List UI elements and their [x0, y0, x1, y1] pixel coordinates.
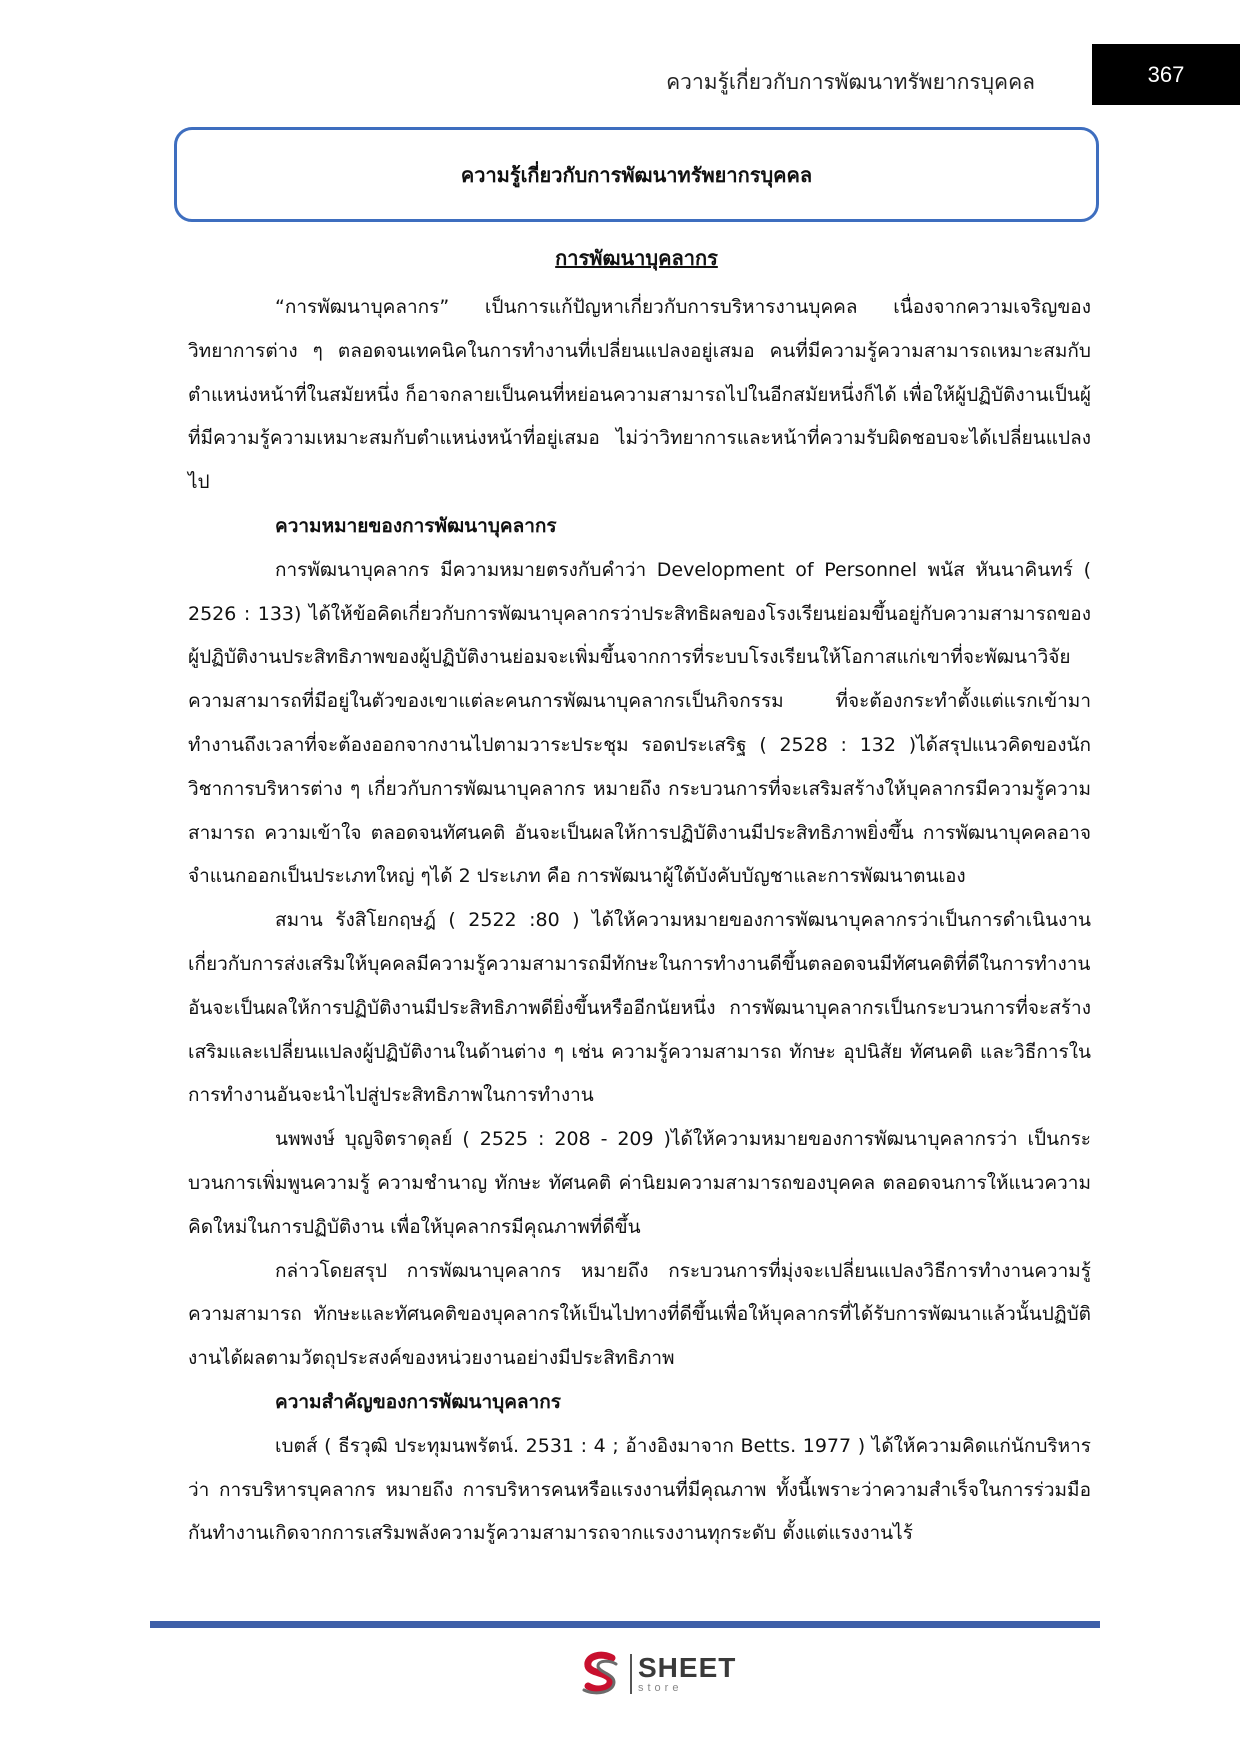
- logo-wordmark: [638, 1654, 736, 1694]
- logo-subtext: store: [638, 1682, 683, 1694]
- sheet-store-logo: [574, 1648, 736, 1700]
- logo-text: SHEET: [638, 1652, 737, 1683]
- paragraph: การพัฒนาบุคลากร มีความหมายตรงกับคำว่า Development of Personnel พนัส หันนาคินทร์ ( 2526 : 133) ได้ให้ข้อคิดเกี่ยวกับการพัฒนาบุคลากรว่าประสิทธิผลของโรงเรียนย่อมขึ้นอยู่กับความสามารถของผู้ปฏิบัติงานประสิทธิภาพของผู้ปฏิบัติงานย่อมจะเพิ่มขึ้นจากการที่ระบบโรงเรียนให้โอกาสแก่เขาที่จะพัฒนาวิจัยความสามารถที่มีอยู่ในตัวของเขาแต่ละคนการพัฒนาบุคลากรเป็นกิจกรรม ที่จะต้องกระทำตั้งแต่แรกเข้ามาทำงานถึงเวลาที่จะต้องออกจากงานไปตามวาระประชุม รอดประเสริฐ ( 2528 : 132 )ได้สรุปแนวคิดของนักวิชาการบริหารต่าง ๆ เกี่ยวกับการพัฒนาบุคลากร หมายถึง กระบวนการที่จะเสริมสร้างให้บุคลากรมีความรู้ความสามารถ ความเข้าใจ ตลอดจนทัศนคติ อันจะเป็นผลให้การปฏิบัติงานมีประสิทธิภาพยิ่งขึ้น การพัฒนาบุคคลอาจจำแนกออกเป็นประเภทใหญ่ ๆได้ 2 ประเภท คือ การพัฒนาผู้ใต้บังคับบัญชาและการพัฒนาตนเอง: [188, 558, 1091, 888]
- sheet-logo-icon: [574, 1648, 626, 1700]
- paragraph: นพพงษ์ บุญจิตราดุลย์ ( 2525 : 208 - 209 )ได้ให้ความหมายของการพัฒนาบุคลากรว่า เป็นกระบวนการเพิ่มพูนความรู้ ความชำนาญ ทักษะ ทัศนคติ ค่านิยมความสามารถของบุคคล ตลอดจนการให้แนวความคิดใหม่ในการปฏิบัติงาน เพื่อให้บุคลากรมีคุณภาพที่ดีขึ้น: [188, 1128, 1091, 1238]
- paragraph: “การพัฒนาบุคลากร” เป็นการแก้ปัญหาเกี่ยวกับการบริหารงานบุคคล เนื่องจากความเจริญของวิทยาการต่าง ๆ ตลอดจนเทคนิคในการทำงานที่เปลี่ยนแปลงอยู่เสมอ คนที่มีความรู้ความสามารถเหมาะสมกับตำแหน่งหน้าที่ในสมัยหนึ่ง ก็อาจกลายเป็นคนที่หย่อนความสามารถไปในอีกสมัยหนึ่งก็ได้ เพื่อให้ผู้ปฏิบัติงานเป็นผู้ที่มีความรู้ความเหมาะสมกับตำแหน่งหน้าที่อยู่เสมอ ไม่ว่าวิทยาการและหน้าที่ความรับผิดชอบจะได้เปลี่ยนแปลงไป: [188, 296, 1091, 494]
- logo-divider: [630, 1654, 632, 1694]
- running-header-title: ความรู้เกี่ยวกับการพัฒนาทรัพยากรบุคคล: [666, 70, 1035, 94]
- body-content: [188, 286, 1091, 1556]
- subheading-importance: ความสำคัญของการพัฒนาบุคลากร: [275, 1390, 561, 1413]
- page-number: 367: [1092, 44, 1240, 105]
- paragraph: เบตส์ ( ธีรวุฒิ ประทุมนพรัตน์. 2531 : 4 ; อ้างอิงมาจาก Betts. 1977 ) ได้ให้ความคิดแก่นักบริหารว่า การบริหารบุคลากร หมายถึง การบริหารคนหรือแรงงานที่มีคุณภาพ ทั้งนี้เพราะว่าความสำเร็จในการร่วมมือกันทำงานเกิดจากการเสริมพลังความรู้ความสามารถจากแรงงานทุกระดับ ตั้งแต่แรงงานไร้: [188, 1434, 1091, 1545]
- section-title: การพัฒนาบุคลากร: [555, 246, 718, 270]
- subheading-meaning: ความหมายของการพัฒนาบุคลากร: [275, 514, 557, 537]
- chapter-title-box: [174, 127, 1099, 222]
- footer-rule: [150, 1621, 1100, 1628]
- chapter-title: ความรู้เกี่ยวกับการพัฒนาทรัพยากรบุคคล: [460, 162, 813, 187]
- paragraph: กล่าวโดยสรุป การพัฒนาบุคลากร หมายถึง กระบวนการที่มุ่งจะเปลี่ยนแปลงวิธีการทำงานความรู้ความสามารถ ทักษะและทัศนคติของบุคลากรให้เป็นไปทางที่ดีขึ้นเพื่อให้บุคลากรที่ได้รับการพัฒนาแล้วนั้นปฏิบัติงานได้ผลตามวัตถุประสงค์ของหน่วยงานอย่างมีประสิทธิภาพ: [188, 1259, 1091, 1370]
- paragraph: สมาน รังสิโยกฤษฎ์ ( 2522 :80 ) ได้ให้ความหมายของการพัฒนาบุคลากรว่าเป็นการดำเนินงานเกี่ยวกับการส่งเสริมให้บุคคลมีความรู้ความสามารถมีทักษะในการทำงานดีขึ้นตลอดจนมีทัศนคติที่ดีในการทำงานอันจะเป็นผลให้การปฏิบัติงานมีประสิทธิภาพดียิ่งขึ้นหรืออีกนัยหนึ่ง การพัฒนาบุคลากรเป็นกระบวนการที่จะสร้างเสริมและเปลี่ยนแปลงผู้ปฏิบัติงานในด้านต่าง ๆ เช่น ความรู้ความสามารถ ทักษะ อุปนิสัย ทัศนคติ และวิธีการในการทำงานอันจะนำไปสู่ประสิทธิภาพในการทำงาน: [188, 909, 1091, 1107]
